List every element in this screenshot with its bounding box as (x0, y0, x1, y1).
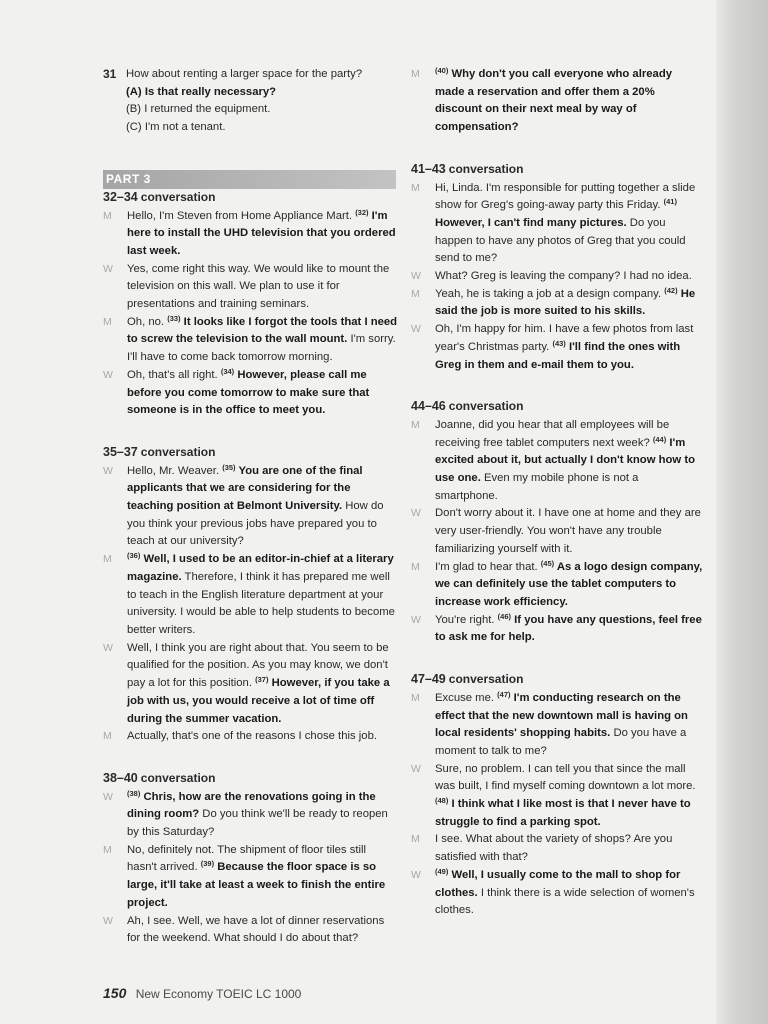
dialogue-turn (103, 842, 398, 913)
dialogue-turn (103, 261, 398, 314)
answer-text: Well, I usually come to the mall to shop for clothes. (435, 868, 681, 899)
speaker-marker: W (411, 270, 421, 283)
question-ref: (37) (255, 675, 269, 685)
dialogue-text: No, definitely not. The shipment of floor tiles still hasn't arrived. (127, 843, 367, 874)
question-ref: (42) (664, 285, 678, 295)
question-ref: (48) (435, 796, 449, 806)
dialogue-text: How do you think your previous jobs have prepared you to teach at our university? (127, 500, 384, 548)
question-ref: (32) (355, 207, 369, 217)
dialogue-turn (411, 505, 703, 558)
answer-text: I'll find the ones with Greg in them and e-mail them to you. (435, 340, 681, 371)
dialogue-text: Do you happen to have any photos of Greg that you could send to me? (435, 216, 686, 265)
speaker-marker: M (103, 553, 112, 566)
option-a: (A) Is that really necessary? (126, 85, 277, 98)
dialogue-text: Hi, Linda. I'm responsible for putting together a slide show for Greg's going-away party this Friday. (435, 181, 696, 212)
book-title: New Economy TOEIC LC 1000 (135, 987, 302, 1001)
dialogue-turn (411, 66, 703, 137)
speaker-marker: W (411, 613, 421, 626)
question-ref: (47) (497, 689, 511, 699)
question-ref: (45) (540, 558, 555, 568)
conversation-label: conversation (448, 672, 524, 687)
dialogue-text: Well, I think you are right about that. You seem to be qualified for the position. As you may know, we don't pay a lot for this position. (127, 641, 389, 690)
speaker-marker: M (103, 843, 112, 856)
conversation-label: conversation (140, 189, 216, 204)
question-ref: (34) (220, 366, 235, 376)
dialogue-turn (411, 417, 703, 506)
answer-text: I'm here to install the UHD television that you ordered last week. (127, 209, 396, 257)
speaker-marker: W (411, 762, 421, 775)
answer-text: I'm excited about it, but actually I don't know how to use one. (435, 436, 696, 485)
speaker-marker: W (411, 323, 421, 336)
answer-text: I think what I like most is that I never have to struggle to find a parking spot. (435, 798, 691, 828)
dialogue-text: I'm glad to hear that. (435, 560, 541, 573)
conversation-title (103, 770, 398, 788)
speaker-marker: M (411, 833, 420, 846)
left-column (103, 66, 398, 948)
part-header: PART 3 (103, 170, 396, 189)
dialogue-text: Therefore, I think it has prepared me well to teach in the English literature department at your university. I would be able to help students to become better writers. (127, 570, 395, 636)
conversation-title (103, 444, 398, 462)
conversation-range: 41–43 (411, 161, 446, 176)
dialogue-turn (411, 286, 703, 321)
dialogue-turn (411, 321, 703, 374)
question-ref: (35) (222, 462, 236, 472)
conversation-label: conversation (448, 161, 524, 176)
speaker-marker: W (411, 507, 421, 520)
speaker-marker: M (411, 181, 420, 194)
question-ref: (33) (167, 313, 181, 323)
answer-text: Chris, how are the renovations going in the dining room? (127, 790, 376, 821)
speaker-marker: M (411, 691, 420, 704)
question-31 (103, 66, 398, 137)
question-ref: (43) (552, 338, 566, 348)
dialogue-turn (411, 690, 703, 761)
dialogue-turn (411, 867, 703, 920)
question-text: How about renting a larger space for the party? (126, 68, 363, 80)
answer-text: Why don't you call everyone who already made a reservation and offer them a 20% discount on their next meal by way of compensation? (435, 68, 673, 134)
dialogue-text: Sure, no problem. I can tell you that since the mall was built, I find myself coming downtown a lot more. (435, 762, 696, 793)
conversation-range: 38–40 (103, 770, 138, 785)
conversation-range: 47–49 (411, 672, 446, 687)
answer-text: Well, I used to be an editor-in-chief at a literary magazine. (127, 553, 394, 583)
conversation-range: 35–37 (103, 444, 138, 459)
dialogue-text: You're right. (435, 613, 498, 626)
question-ref: (38) (127, 788, 141, 798)
speaker-marker: W (103, 790, 113, 803)
page-number: 150 (103, 985, 127, 1001)
set-44-46 (411, 398, 703, 647)
set-47-49 (411, 671, 703, 920)
option-c: (C) I'm not a tenant. (126, 121, 226, 134)
set-35-37 (103, 444, 398, 746)
answer-text: He said the job is more suited to his skills. (435, 287, 696, 318)
dialogue-turn (411, 761, 703, 832)
dialogue-text: Oh, no. (127, 315, 168, 328)
question-ref: (36) (127, 551, 141, 561)
answer-text: However, I can't find many pictures. (435, 216, 627, 229)
conversation-range: 32–34 (103, 189, 138, 204)
dialogue-turn (103, 208, 398, 261)
dialogue-text: Hello, Mr. Weaver. (127, 464, 223, 477)
question-ref: (39) (200, 859, 215, 869)
conversation-title (411, 161, 703, 179)
dialogue-turn (103, 314, 398, 367)
dialogue-text: What? Greg is leaving the company? I had no idea. (435, 270, 692, 283)
set-38-40-start (103, 770, 398, 948)
dialogue-turn (411, 559, 703, 612)
dialogue-text: Ah, I see. Well, we have a lot of dinner reservations for the weekend. What should I do about that? (127, 914, 385, 945)
answer-text: If you have any questions, feel free to ask me for help. (435, 613, 702, 644)
speaker-marker: M (411, 68, 420, 80)
dialogue-text: I see. What about the variety of shops? Are you satisfied with that? (435, 833, 673, 864)
answer-text: It looks like I forgot the tools that I need to screw the television to the wall mount. (127, 315, 398, 346)
speaker-marker: M (103, 209, 112, 222)
answer-text: I'm conducting research on the effect that the new downtown mall is having on local residents' shopping habits. (435, 691, 688, 740)
page-footer (103, 985, 301, 1001)
right-column (411, 66, 703, 920)
dialogue-text: Excuse me. (435, 691, 498, 704)
dialogue-turn (103, 463, 398, 552)
dialogue-text: Yeah, he is taking a job at a design company. (435, 287, 665, 300)
dialogue-turn (103, 551, 398, 640)
dialogue-turn (103, 367, 398, 420)
conversation-label: conversation (140, 444, 216, 459)
dialogue-text: Do you think we'll be ready to reopen by this Saturday? (127, 808, 388, 839)
dialogue-turn (103, 789, 398, 842)
set-32-34 (103, 189, 398, 420)
conversation-label: conversation (448, 399, 524, 414)
speaker-marker: W (103, 262, 113, 275)
dialogue-text: Actually, that's one of the reasons I chose this job. (127, 730, 377, 743)
dialogue-text: Oh, that's all right. (127, 368, 221, 381)
dialogue-text: Hello, I'm Steven from Home Appliance Mart. (127, 209, 356, 222)
question-ref: (44) (652, 434, 667, 444)
speaker-marker: M (411, 287, 420, 300)
conversation-title (411, 398, 703, 416)
dialogue-text: Don't worry about it. I have one at home and they are very user-friendly. You won't have any trouble familiarizing yourself with it. (435, 507, 701, 555)
speaker-marker: M (411, 560, 420, 573)
conversation-title (103, 189, 398, 207)
question-ref: (40) (435, 66, 449, 75)
option-b: (B) I returned the equipment. (126, 103, 271, 116)
question-number: 31 (103, 67, 117, 81)
answer-text: Because the floor space is so large, it'll take at least a week to finish the entire project. (127, 861, 386, 909)
speaker-marker: W (103, 464, 113, 477)
dialogue-turn (103, 913, 398, 948)
dialogue-turn (103, 640, 398, 729)
answer-text: However, please call me before you come tomorrow to make sure that someone is in the office to meet you. (127, 368, 370, 417)
speaker-marker: M (103, 315, 112, 328)
speaker-marker: W (103, 914, 113, 927)
conversation-label: conversation (140, 770, 216, 785)
set-38-40-continued (411, 66, 703, 137)
speaker-marker: W (411, 868, 421, 881)
speaker-marker: M (411, 418, 420, 431)
dialogue-turn (411, 612, 703, 647)
answer-text: As a logo design company, we can definitely use the tablet computers to increase work efficiency. (435, 560, 703, 608)
speaker-marker: M (103, 730, 112, 743)
dialogue-turn (411, 268, 703, 286)
answer-text: However, if you take a job with us, you would receive a lot of time off during the summer vacation. (127, 677, 390, 725)
page-edge-shadow (716, 0, 768, 1024)
dialogue-text: Oh, I'm happy for him. I have a few photos from last year's Christmas party. (435, 323, 694, 353)
dialogue-turn (411, 180, 703, 269)
dialogue-text: Joanne, did you hear that all employees will be receiving free tablet computers next week? (435, 418, 670, 449)
dialogue-text: Yes, come right this way. We would like to mount the television on this wall. We plan to use it for presentations and training seminars. (127, 262, 390, 311)
question-ref: (46) (497, 611, 512, 621)
conversation-range: 44–46 (411, 399, 446, 414)
dialogue-text: I think there is a wide selection of women's clothes. (435, 886, 695, 917)
speaker-marker: W (103, 368, 113, 381)
answer-text: You are one of the final applicants that we are considering for the teaching position at Belmont University. (127, 464, 363, 513)
question-ref: (49) (435, 866, 449, 876)
question-ref: (41) (663, 197, 677, 207)
set-41-43 (411, 161, 703, 374)
dialogue-text: Do you have a moment to talk to me? (435, 727, 687, 757)
dialogue-turn (103, 728, 398, 746)
dialogue-text: Even my mobile phone is not a smartphone. (435, 472, 639, 502)
conversation-title (411, 671, 703, 689)
speaker-marker: W (103, 641, 113, 654)
dialogue-text: I'm sorry. I'll have to come back tomorrow morning. (127, 333, 396, 364)
dialogue-turn (411, 831, 703, 866)
